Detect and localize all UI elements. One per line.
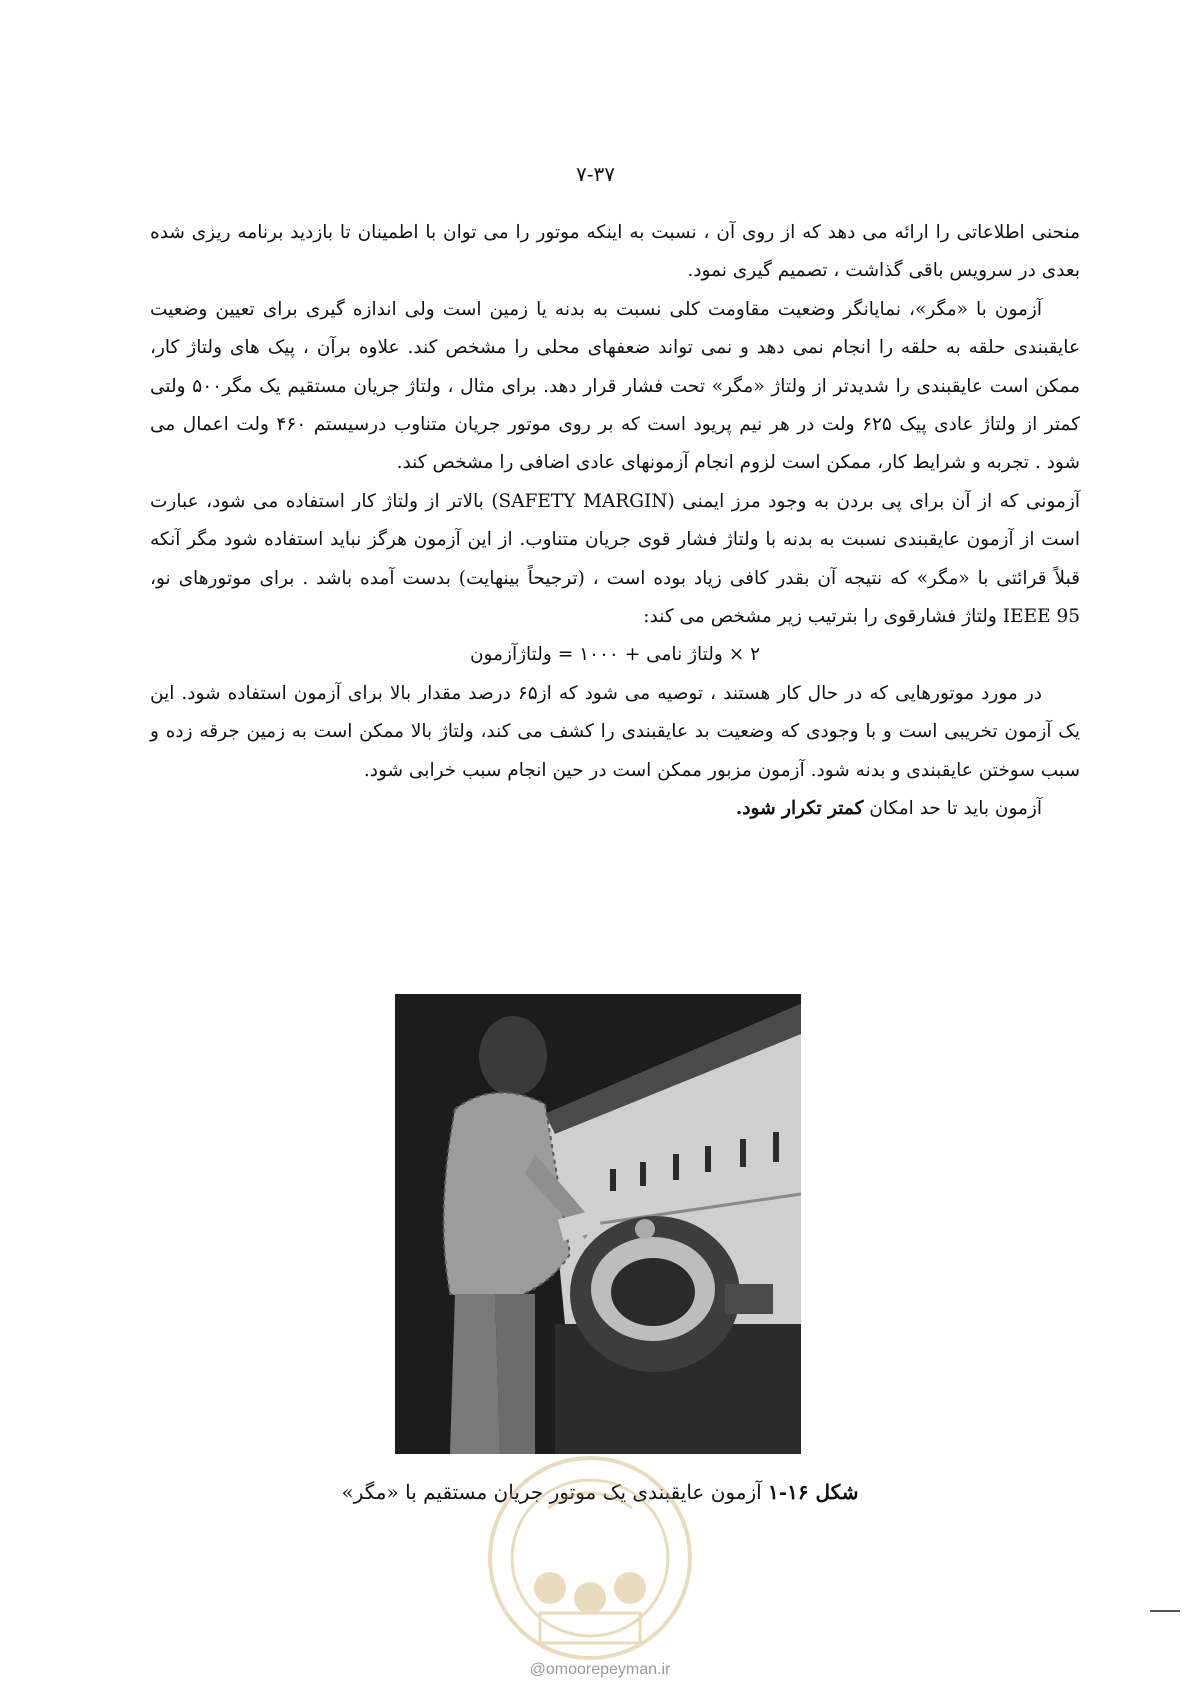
margin-mark <box>1150 1610 1180 1612</box>
paragraph-4: در مورد موتورهایی که در حال کار هستند ، توصیه می شود که از۶۵ درصد مقدار بالا برای آزمون استفاده شود. این یک آزمون تخریبی است و با وجودی که وضعیت بد عایقبندی را کشف می کند، ولتاژ بالا ممکن است به زمین جرقه زده و سبب سوختن عایقبندی و بدنه شود. آزمون مزبور ممکن است در حین انجام سبب خرابی شود. <box>150 682 1080 781</box>
figure-label: شکل ۱۶-۱ <box>768 1480 859 1504</box>
body-text <box>150 214 1080 829</box>
paragraph-1: منحنی اطلاعاتی را ارائه می دهد که از روی آن ، نسبت به اینکه موتور را می توان با اطمینان تا بازدید برنامه ریزی شده بعدی در سرویس باقی گذاشت ، تصمیم گیری نمود. <box>150 222 1080 282</box>
watermark-seal-icon <box>468 1448 712 1668</box>
paragraph-2: آزمون با «مگر»، نمایانگر وضعیت مقاومت کلی نسبت به بدنه یا زمین است ولی اندازه گیری برای تعیین وضعیت عایقبندی حلقه به حلقه را انجام نمی دهد و نمی تواند ضعفهای محلی را مشخص کند. علاوه برآن ، پیک های ولتاژ کار، ممکن است عایقبندی را شدیدتر از ولتاژ «مگر» تحت فشار قرار دهد. برای مثال ، ولتاژ جریان مستقیم یک مگر۵۰۰ ولتی کمتر از ولتاژ عادی پیک ۶۲۵ ولت در هر نیم پریود است که بر روی موتور جریان متناوب درسیستم ۴۶۰ ولت اعمال می شود . تجربه و شرایط کار، ممکن است لزوم انجام آزمونهای عادی اضافی را مشخص کند. <box>150 298 1080 474</box>
watermark-url: @omoorepeyman.ir <box>529 1661 671 1678</box>
test-voltage-formula: ۲ × ولتاژ نامی + ۱۰۰۰ = ولتاژآزمون <box>469 644 761 666</box>
last-line-bold: کمتر تکرار شود. <box>735 798 864 820</box>
figure-caption-text: آزمون عایقبندی یک موتور جریان مستقیم با «مگر» <box>341 1480 762 1504</box>
figure-photo-megger-test <box>395 994 801 1454</box>
last-line-regular: آزمون باید تا حد امکان <box>869 798 1042 820</box>
page-number: ۷-۳۷ <box>576 162 615 186</box>
paragraph-3: آزمونی که از آن برای پی بردن به وجود مرز ایمنی (SAFETY MARGIN) بالاتر از ولتاژ کار استفاده می شود، عبارت است از آزمون عایقبندی نسبت به بدنه با ولتاژ فشار قوی جریان متناوب. از این آزمون هرگز نباید استفاده شود مگر آنکه قبلاً قرائتی با «مگر» که نتیجه آن بقدر کافی زیاد بوده است ، (ترجیحاً بینهایت) بدست آمده باشد . برای موتورهای نو، IEEE 95 ولتاژ فشارقوی را بترتیب زیر مشخص می کند: <box>150 490 1080 628</box>
paragraph-5 <box>150 790 1080 828</box>
